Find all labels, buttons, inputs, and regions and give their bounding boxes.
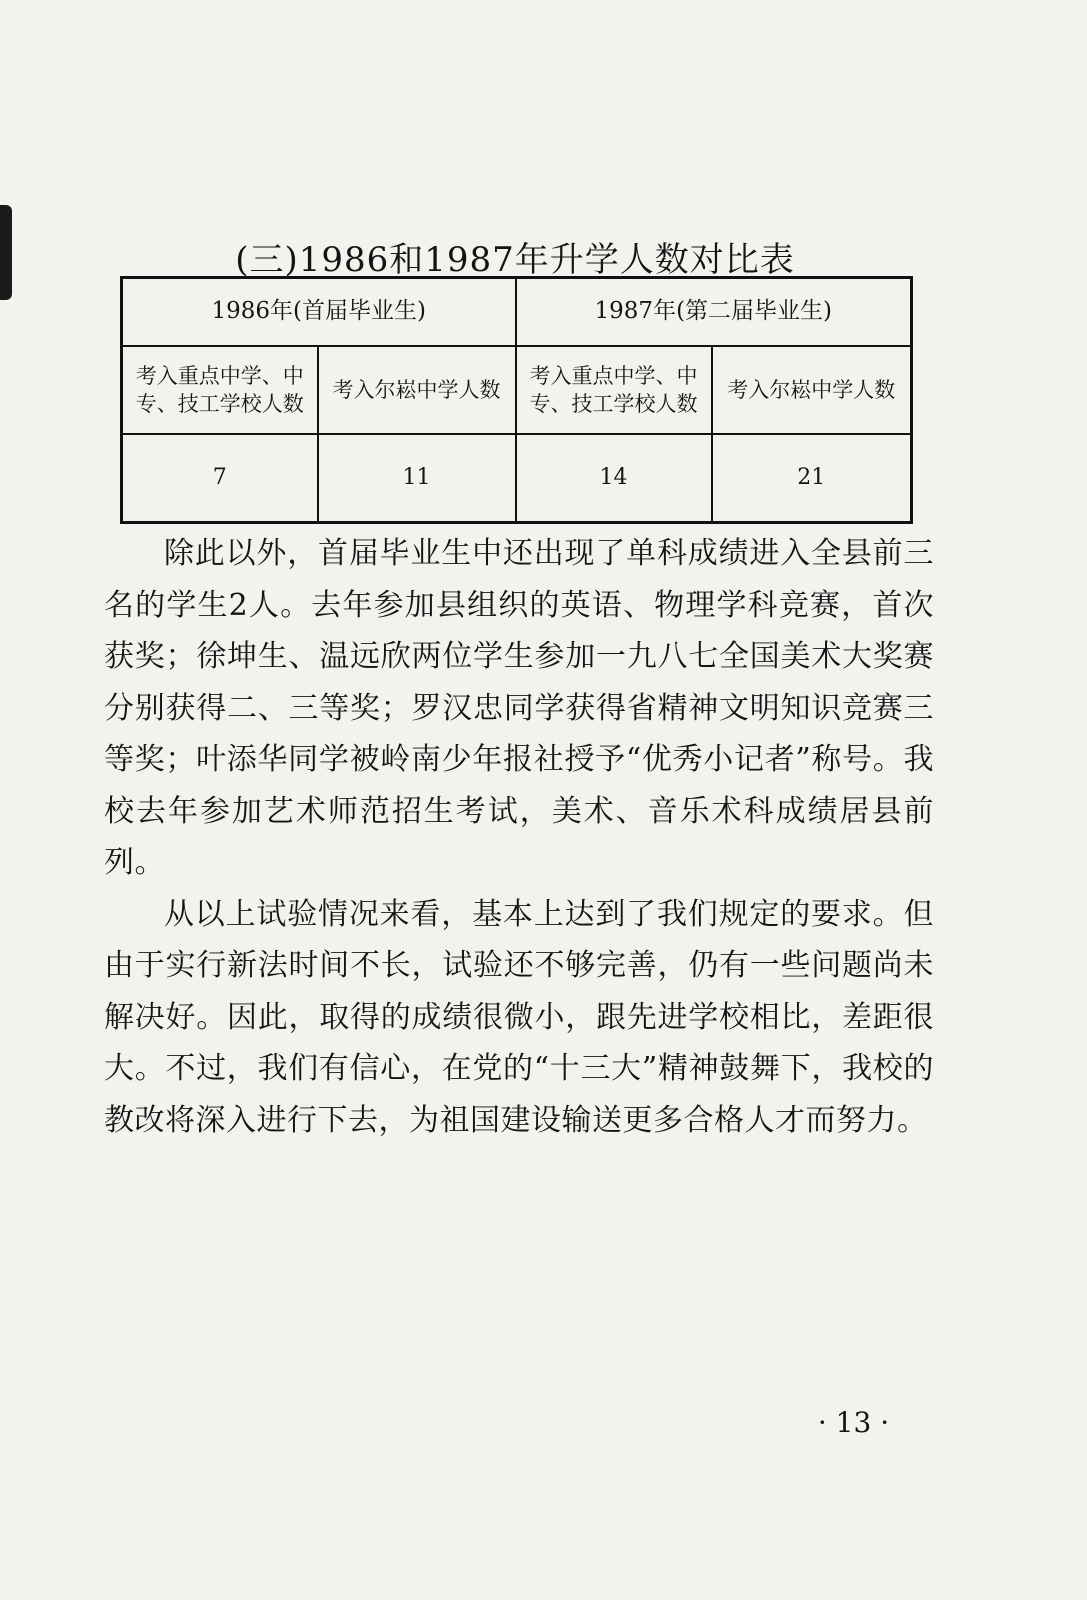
table-cell: 7 [122,434,318,523]
table-row [122,434,912,523]
column-header: 考入重点中学、中专、技工学校人数 [516,346,712,434]
group-header-1987: 1987年(第二届毕业生) [516,278,912,347]
body-text [104,528,934,1146]
table-cell: 14 [516,434,712,523]
column-header: 考入尔崧中学人数 [318,346,516,434]
page-number: · 13 · [817,1406,890,1439]
table-title: (三)1986和1987年升学人数对比表 [235,240,795,280]
paragraph: 除此以外，首届毕业生中还出现了单科成绩进入全县前三名的学生2人。去年参加县组织的英语、物理学科竞赛，首次获奖；徐坤生、温远欣两位学生参加一九八七全国美术大奖赛分别获得二、三等奖；罗汉忠同学获得省精神文明知识竞赛三等奖；叶添华同学被岭南少年报社授予“优秀小记者”称号。我校去年参加艺术师范招生考试，美术、音乐术科成绩居县前列。 [104,536,934,880]
table-group-header-row [122,278,912,347]
paragraph: 从以上试验情况来看，基本上达到了我们规定的要求。但由于实行新法时间不长，试验还不够完善，仍有一些问题尚未解决好。因此，取得的成绩很微小，跟先进学校相比，差距很大。不过，我们有信心，在党的“十三大”精神鼓舞下，我校的教改将深入进行下去，为祖国建设输送更多合格人才而努力。 [104,896,934,1138]
group-header-1986: 1986年(首届毕业生) [122,278,516,347]
column-header: 考入重点中学、中专、技工学校人数 [122,346,318,434]
column-header: 考入尔崧中学人数 [712,346,912,434]
comparison-table [120,276,913,524]
scan-edge-mark [0,205,12,300]
table-column-header-row [122,346,912,434]
table-cell: 21 [712,434,912,523]
table-cell: 11 [318,434,516,523]
